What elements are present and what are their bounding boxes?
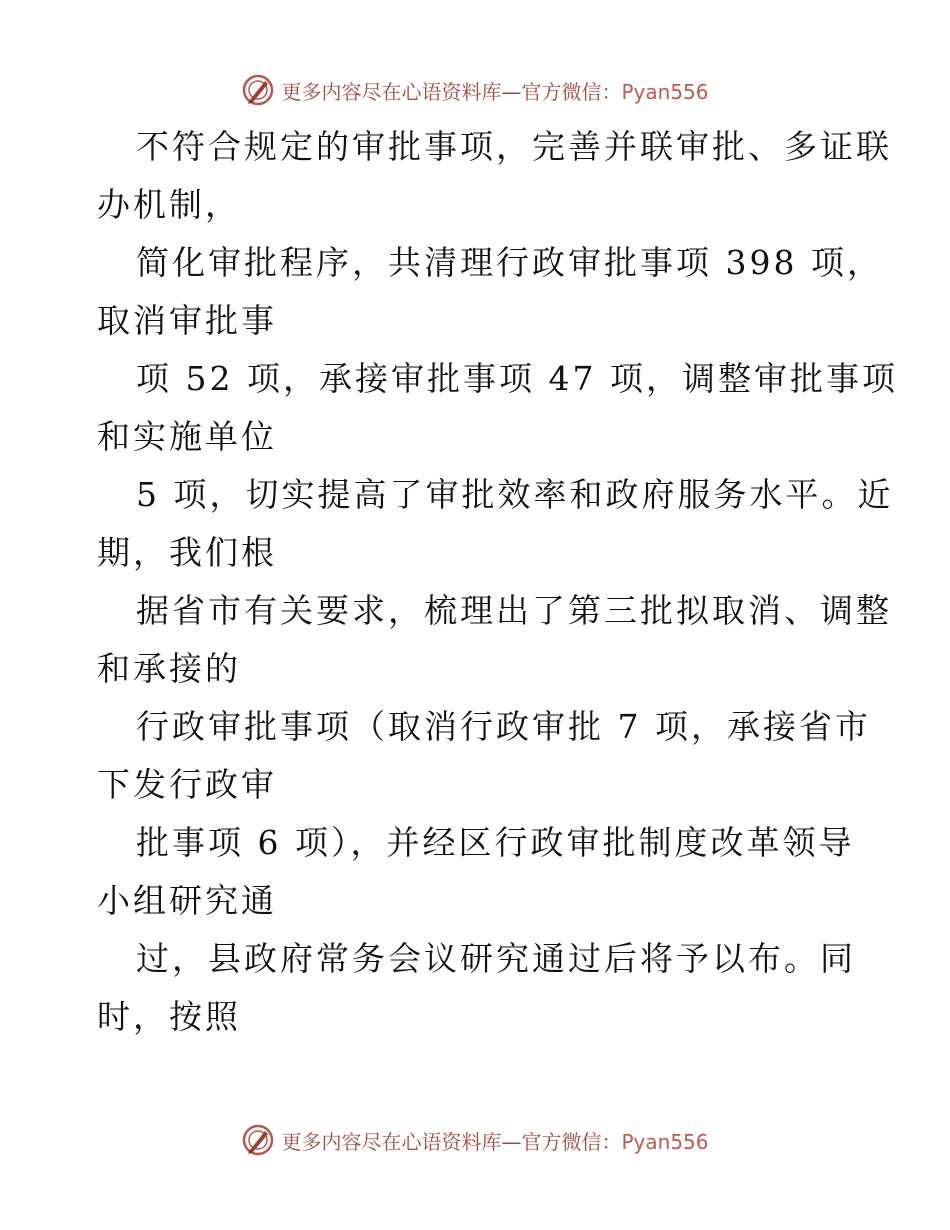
text-line: 和实施单位 bbox=[97, 417, 277, 456]
text-line: 批事项 6 项），并经区行政审批制度改革领导 bbox=[136, 823, 855, 862]
text-line: 时，按照 bbox=[97, 997, 241, 1036]
text-line: 取消审批事 bbox=[97, 301, 277, 340]
text-line: 5 项，切实提高了审批效率和政府服务水平。近 bbox=[136, 475, 894, 514]
text-line: 项 52 项，承接审批事项 47 项，调整审批事项 bbox=[136, 359, 898, 398]
text-line: 小组研究通 bbox=[97, 881, 277, 920]
footer-watermark-text: 更多内容尽在心语资料库—官方微信：Pyan556 bbox=[281, 1129, 709, 1154]
text-line: 据省市有关要求，梳理出了第三批拟取消、调整 bbox=[136, 591, 892, 630]
text-line: 办机制， bbox=[97, 185, 241, 224]
text-line: 期，我们根 bbox=[97, 533, 277, 572]
header-watermark bbox=[0, 70, 950, 110]
text-line: 下发行政审 bbox=[97, 765, 277, 804]
text-line: 简化审批程序，共清理行政审批事项 398 项， bbox=[136, 243, 883, 282]
pen-logo-icon bbox=[241, 73, 275, 107]
header-watermark-text: 更多内容尽在心语资料库—官方微信：Pyan556 bbox=[281, 79, 709, 104]
text-line: 过，县政府常务会议研究通过后将予以布。同 bbox=[136, 939, 856, 978]
text-line: 不符合规定的审批事项，完善并联审批、多证联 bbox=[136, 127, 892, 166]
pen-logo-icon bbox=[241, 1123, 275, 1157]
document-body bbox=[97, 118, 898, 1046]
text-line: 行政审批事项（取消行政审批 7 项，承接省市 bbox=[136, 707, 871, 746]
text-line: 和承接的 bbox=[97, 649, 241, 688]
footer-watermark bbox=[0, 1120, 950, 1160]
